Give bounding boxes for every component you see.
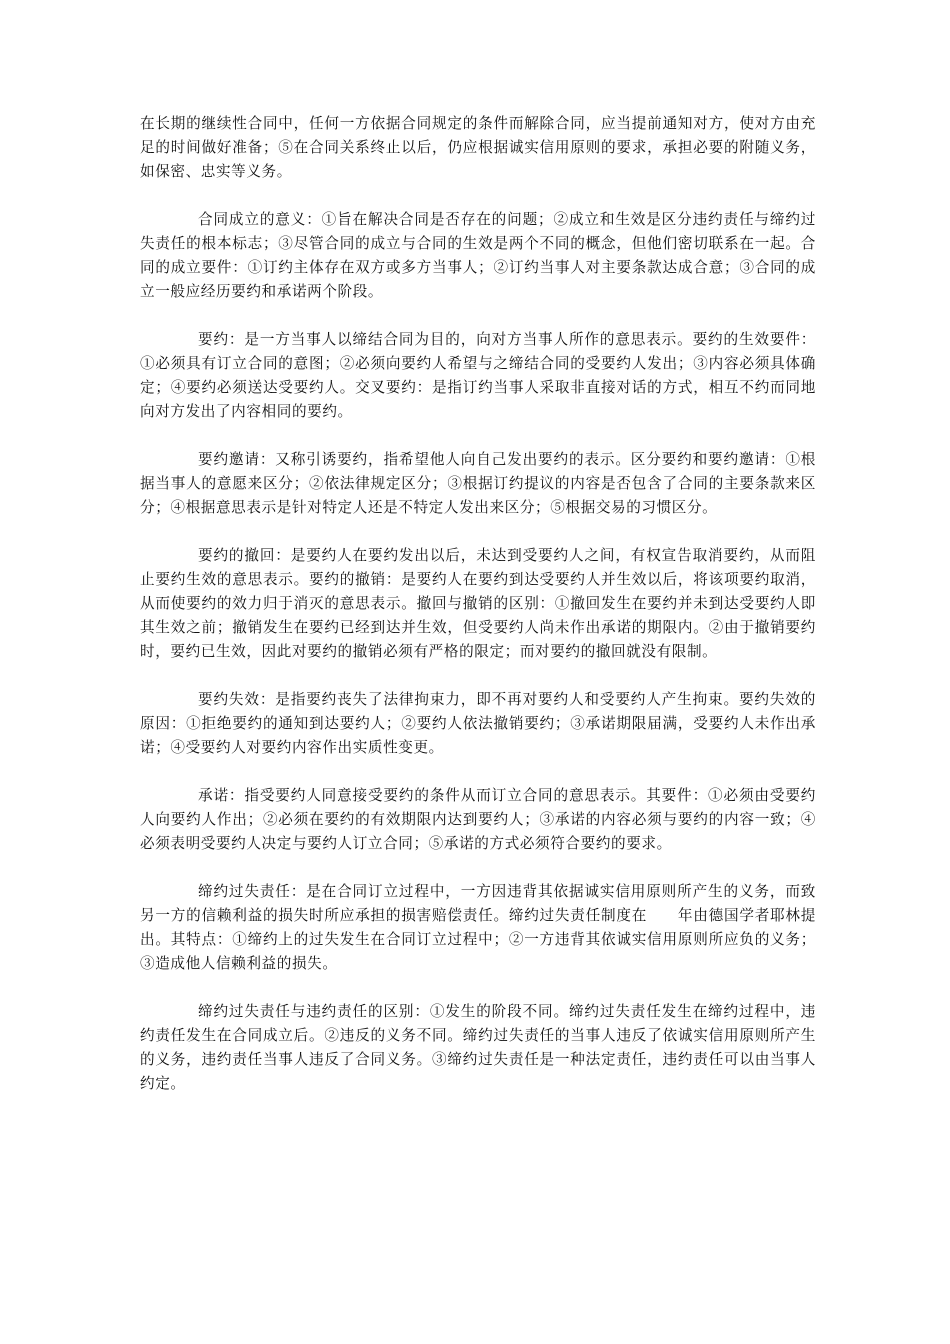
- paragraph-culpa-in-contrahendo: 缔约过失责任：是在合同订立过程中，一方因违背其依据诚实信用原则所产生的义务，而致另一方的信赖利益的损失时所应承担的损害赔偿责任。缔约过失责任制度在 年由德国学者耶林提出。其特点：①缔约上的过失发生在合同订立过程中；②一方违背其依诚实信用原则所应负的义务；③造成他人信赖利益的损失。: [140, 883, 816, 972]
- paragraph-contract-formation: 合同成立的意义：①旨在解决合同是否存在的问题；②成立和生效是区分违约责任与缔约过失责任的根本标志；③尽管合同的成立与合同的生效是两个不同的概念，但他们密切联系在一起。合同的成立要件：①订约主体存在双方或多方当事人；②订约当事人对主要条款达成合意；③合同的成立一般应经历要约和承诺两个阶段。: [140, 211, 816, 300]
- paragraph-offer: 要约：是一方当事人以缔结合同为目的，向对方当事人所作的意思表示。要约的生效要件：①必须具有订立合同的意图；②必须向要约人希望与之缔结合同的受要约人发出；③内容必须具体确定；④要约必须送达受要约人。交叉要约：是指订约当事人采取非直接对话的方式，相互不约而同地向对方发出了内容相同的要约。: [140, 331, 816, 420]
- paragraph-acceptance: 承诺：指受要约人同意接受要约的条件从而订立合同的意思表示。其要件：①必须由受要约人向要约人作出；②必须在要约的有效期限内达到要约人；③承诺的内容必须与要约的内容一致；④必须表明受要约人决定与要约人订立合同；⑤承诺的方式必须符合要约的要求。: [140, 787, 816, 852]
- document-page: [140, 112, 816, 1120]
- paragraph-liability-difference: 缔约过失责任与违约责任的区别：①发生的阶段不同。缔约过失责任发生在缔约过程中，违约责任发生在合同成立后。②违反的义务不同。缔约过失责任的当事人违反了依诚实信用原则所产生的义务，违约责任当事人违反了合同义务。③缔约过失责任是一种法定责任，违约责任可以由当事人约定。: [140, 1003, 816, 1092]
- paragraph-offer-lapse: 要约失效：是指要约丧失了法律拘束力，即不再对要约人和受要约人产生拘束。要约失效的原因：①拒绝要约的通知到达要约人；②要约人依法撤销要约；③承诺期限届满，受要约人未作出承诺；④受要约人对要约内容作出实质性变更。: [140, 691, 816, 756]
- paragraph-offer-withdrawal: 要约的撤回：是要约人在要约发出以后，未达到受要约人之间，有权宣告取消要约，从而阻止要约生效的意思表示。要约的撤销：是要约人在要约到达受要约人并生效以后，将该项要约取消，从而使要约的效力归于消灭的意思表示。撤回与撤销的区别：①撤回发生在要约并未到达受要约人即其生效之前；撤销发生在要约已经到达并生效，但受要约人尚未作出承诺的期限内。②由于撤销要约时，要约已生效，因此对要约的撤销必须有严格的限定；而对要约的撤回就没有限制。: [140, 547, 816, 660]
- paragraph-invitation-to-offer: 要约邀请：又称引诱要约，指希望他人向自己发出要约的表示。区分要约和要约邀请：①根据当事人的意愿来区分；②依法律规定区分；③根据订约提议的内容是否包含了合同的主要条款来区分；④根据意思表示是针对特定人还是不特定人发出来区分；⑤根据交易的习惯区分。: [140, 451, 816, 516]
- paragraph-continuation: 在长期的继续性合同中，任何一方依据合同规定的条件而解除合同，应当提前通知对方，使对方由充足的时间做好准备；⑤在合同关系终止以后，仍应根据诚实信用原则的要求，承担必要的附随义务，如保密、忠实等义务。: [140, 115, 816, 180]
